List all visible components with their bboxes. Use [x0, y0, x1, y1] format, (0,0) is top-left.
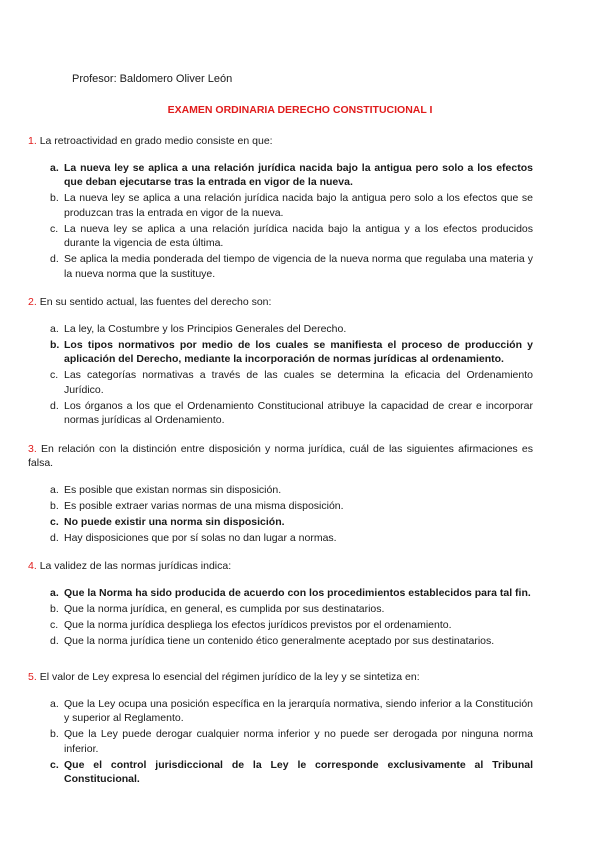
option-letter: c. [50, 618, 59, 631]
option-text: La nueva ley se aplica a una relación jurídica nacida bajo la antigua y a los efectos producidos durante la vigencia de esta última. [64, 222, 533, 249]
question-list [28, 130, 533, 788]
option-text: Los tipos normativos por medio de los cuales se manifiesta el proceso de producción y aplicación del Derecho, mediante la incorporación de normas jurídicas al ordenamiento. [64, 338, 533, 365]
option-letter: a. [50, 161, 59, 174]
option [28, 634, 533, 649]
option-text: La nueva ley se aplica a una relación jurídica nacida bajo la antigua pero solo a los efectos que deban ejecutarse tras la entrada en vigor de la nueva. [64, 161, 533, 188]
question-stem [28, 670, 533, 685]
option-letter: a. [50, 697, 59, 710]
option-list [28, 322, 533, 428]
question-number: 3. [28, 442, 37, 455]
question-number: 1. [28, 135, 37, 147]
option-text: Que el control jurisdiccional de la Ley le corresponde exclusivamente al Tribunal Constitucional. [64, 758, 533, 785]
option-letter: b. [50, 499, 59, 512]
question-number: 2. [28, 296, 37, 308]
option-text: Que la norma jurídica despliega los efectos jurídicos previstos por el ordenamiento. [64, 618, 452, 631]
option-correct [28, 515, 533, 530]
option-letter: d. [50, 531, 59, 544]
option-text: La ley, la Costumbre y los Principios Generales del Derecho. [64, 322, 347, 335]
option [28, 222, 533, 251]
option [28, 252, 533, 281]
option-text: Que la norma jurídica tiene un contenido ético generalmente aceptado por sus destinatarios. [64, 634, 495, 647]
question-stem [28, 442, 533, 471]
option-letter: d. [50, 253, 59, 265]
option-letter: c. [50, 758, 59, 771]
question-stem [28, 295, 533, 310]
option-text: Las categorías normativas a través de las cuales se determina la eficacia del Ordenamiento Jurídico. [64, 369, 533, 396]
question-text: En relación con la distinción entre disposición y norma jurídica, cuál de las siguientes afirmaciones es falsa. [28, 442, 533, 469]
option-text: Que la norma jurídica, en general, es cumplida por sus destinatarios. [64, 602, 385, 615]
option-list [28, 586, 533, 649]
option [28, 399, 533, 428]
option-list [28, 483, 533, 546]
question-stem [28, 134, 533, 149]
question-stem [28, 559, 533, 574]
option-letter: b. [50, 338, 60, 351]
option [28, 368, 533, 397]
option-text: Se aplica la media ponderada del tiempo de vigencia de la nueva norma que regulaba una materia y la nueva norma que la sustituye. [64, 253, 533, 280]
question-text: El valor de Ley expresa lo esencial del régimen jurídico de la ley y se sintetiza en: [39, 671, 420, 683]
option [28, 697, 533, 726]
option-correct [28, 338, 533, 367]
option-letter: c. [50, 222, 59, 235]
question-2 [28, 295, 533, 428]
question-4 [28, 559, 533, 648]
option-correct [28, 586, 533, 601]
option [28, 602, 533, 617]
option-letter: b. [50, 728, 59, 740]
question-text: En su sentido actual, las fuentes del derecho son: [39, 296, 272, 308]
option-letter: c. [50, 515, 59, 528]
option-list [28, 697, 533, 787]
option-text: Que la Ley ocupa una posición específica en la jerarquía normativa, siendo inferior a la Constitución y superior al Reglamento. [64, 697, 533, 724]
question-5 [28, 670, 533, 787]
option-text: No puede existir una norma sin disposición. [64, 515, 285, 528]
option-text: Que la Ley puede derogar cualquier norma inferior y no puede ser derogada por ninguna norma inferior. [64, 728, 533, 755]
option-text: Hay disposiciones que por sí solas no dan lugar a normas. [64, 531, 337, 544]
option [28, 322, 533, 337]
option [28, 191, 533, 220]
option-list [28, 161, 533, 282]
option-letter: a. [50, 586, 59, 599]
option-letter: a. [50, 483, 59, 496]
option-text: La nueva ley se aplica a una relación jurídica nacida bajo la antigua pero solo a los efectos que se produzcan tras la entrada en vigor de la nueva. [64, 192, 533, 219]
option-letter: c. [50, 369, 59, 381]
option [28, 499, 533, 514]
question-text: La validez de las normas jurídicas indica: [39, 560, 232, 572]
option [28, 618, 533, 633]
question-3 [28, 442, 533, 546]
option [28, 483, 533, 498]
question-1 [28, 134, 533, 281]
question-number: 5. [28, 671, 37, 683]
question-number: 4. [28, 560, 37, 572]
option-correct [28, 758, 533, 787]
option-letter: b. [50, 192, 59, 204]
option-letter: d. [50, 399, 59, 412]
option-text: Que la Norma ha sido producida de acuerdo con los procedimientos establecidos para tal fin. [64, 586, 531, 599]
option [28, 727, 533, 756]
option-text: Es posible extraer varias normas de una misma disposición. [64, 499, 344, 512]
option [28, 531, 533, 546]
option-letter: a. [50, 322, 59, 335]
option-correct [28, 161, 533, 190]
professor-name: Profesor: Baldomero Oliver León [72, 73, 233, 85]
option-letter: d. [50, 634, 59, 647]
option-text: Es posible que existan normas sin disposición. [64, 483, 282, 496]
exam-title: EXAMEN ORDINARIA DERECHO CONSTITUCIONAL I [167, 104, 433, 116]
option-letter: b. [50, 602, 59, 615]
option-text: Los órganos a los que el Ordenamiento Constitucional atribuye la capacidad de crear e incorporar normas jurídicas al Ordenamiento. [64, 399, 533, 426]
question-text: La retroactividad en grado medio consiste en que: [39, 135, 273, 147]
